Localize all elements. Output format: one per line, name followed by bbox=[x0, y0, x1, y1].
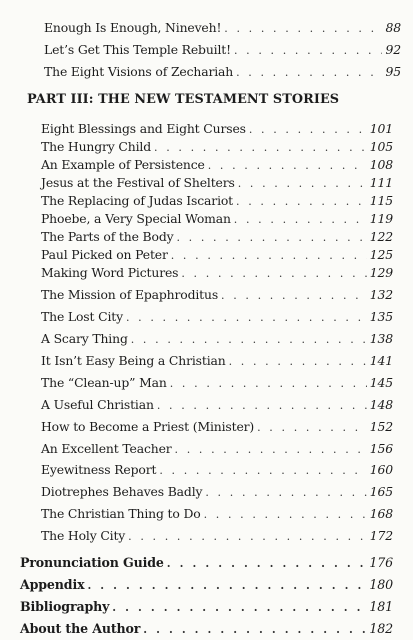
toc-entry bbox=[41, 139, 393, 154]
dot-leader bbox=[87, 579, 366, 592]
dot-leader bbox=[236, 195, 367, 208]
toc-entry-title: Phoebe, a Very Special Woman bbox=[41, 211, 231, 226]
toc-entry-title: The Mission of Epaphroditus bbox=[41, 287, 219, 302]
toc-entry-title: About the Author bbox=[20, 621, 141, 636]
toc-entry-page: 176 bbox=[369, 555, 393, 570]
dot-leader bbox=[154, 141, 367, 154]
toc-entry-title: Jesus at the Festival of Shelters bbox=[41, 175, 235, 190]
dot-leader bbox=[131, 333, 367, 346]
toc-entry-title: The Replacing of Judas Iscariot bbox=[41, 193, 234, 208]
toc-entry-page: 182 bbox=[369, 621, 393, 636]
toc-entry-page: 135 bbox=[369, 309, 393, 324]
dot-leader bbox=[112, 601, 366, 614]
dot-leader bbox=[126, 311, 367, 324]
toc-entry-title: Making Word Pictures bbox=[41, 265, 179, 280]
dot-leader bbox=[167, 557, 367, 570]
toc-entry-page: 172 bbox=[369, 528, 393, 543]
toc-entry-page: 165 bbox=[369, 484, 393, 499]
toc-entry bbox=[41, 353, 393, 368]
toc-entry-page: 129 bbox=[369, 265, 393, 280]
dot-leader bbox=[238, 177, 367, 190]
dot-leader bbox=[234, 213, 367, 226]
dot-leader bbox=[157, 399, 367, 412]
toc-entry-title: An Excellent Teacher bbox=[41, 441, 172, 456]
part-heading: PART III: THE NEW TESTAMENT STORIES bbox=[27, 92, 340, 107]
toc-entry-page: 88 bbox=[385, 20, 401, 35]
toc-entry bbox=[41, 121, 393, 136]
toc-entry bbox=[41, 506, 393, 521]
toc-entry-page: 152 bbox=[369, 419, 393, 434]
dot-leader bbox=[208, 159, 367, 172]
dot-leader bbox=[205, 486, 366, 499]
toc-section-entry bbox=[20, 577, 393, 592]
dot-leader bbox=[229, 355, 367, 368]
dot-leader bbox=[175, 443, 367, 456]
toc-entry bbox=[41, 484, 393, 499]
dot-leader bbox=[143, 623, 366, 636]
toc-section-entry bbox=[20, 599, 393, 614]
toc-entry-title: Enough Is Enough, Nineveh! bbox=[44, 20, 222, 35]
toc-entry-title: The Christian Thing to Do bbox=[41, 506, 201, 521]
dot-leader bbox=[176, 231, 366, 244]
toc-entry-page: 156 bbox=[369, 441, 393, 456]
dot-leader bbox=[159, 464, 366, 477]
toc-entry-page: 132 bbox=[369, 287, 393, 302]
toc-entry-title: The Holy City bbox=[41, 528, 126, 543]
dot-leader bbox=[236, 66, 382, 79]
toc-entry-page: 138 bbox=[369, 331, 393, 346]
dot-leader bbox=[224, 22, 382, 35]
toc-entry bbox=[44, 64, 401, 79]
toc-entry-title: A Scary Thing bbox=[41, 331, 128, 346]
toc-entry-title: Let’s Get This Temple Rebuilt! bbox=[44, 42, 231, 57]
toc-entry-title: The Eight Visions of Zechariah bbox=[44, 64, 234, 79]
toc-entry-page: 145 bbox=[369, 375, 393, 390]
toc-entry-title: How to Become a Priest (Minister) bbox=[41, 419, 255, 434]
toc-entry bbox=[41, 419, 393, 434]
toc-entry-page: 101 bbox=[369, 121, 393, 136]
toc-entry-title: Appendix bbox=[20, 577, 85, 592]
toc-entry-page: 160 bbox=[369, 462, 393, 477]
toc-entry bbox=[41, 309, 393, 324]
toc-entry-title: Bibliography bbox=[20, 599, 110, 614]
toc-entry-page: 148 bbox=[369, 397, 393, 412]
toc-entry bbox=[41, 229, 393, 244]
toc-entry bbox=[41, 462, 393, 477]
toc-entry bbox=[41, 193, 393, 208]
dot-leader bbox=[204, 508, 367, 521]
toc-entry-title: The Parts of the Body bbox=[41, 229, 174, 244]
toc-entry-page: 180 bbox=[369, 577, 393, 592]
dot-leader bbox=[171, 249, 367, 262]
dot-leader bbox=[170, 377, 367, 390]
toc-entry bbox=[41, 331, 393, 346]
toc-entry bbox=[41, 211, 393, 226]
toc-entry-title: Eyewitness Report bbox=[41, 462, 157, 477]
toc-entry-title: The “Clean-up” Man bbox=[41, 375, 167, 390]
toc-entry-page: 168 bbox=[369, 506, 393, 521]
toc-entry-page: 125 bbox=[369, 247, 393, 262]
dot-leader bbox=[221, 289, 367, 302]
dot-leader bbox=[181, 267, 366, 280]
dot-leader bbox=[249, 123, 367, 136]
toc-entry-page: 115 bbox=[369, 193, 393, 208]
toc-entry-title: It Isn’t Easy Being a Christian bbox=[41, 353, 226, 368]
toc-entry bbox=[41, 247, 393, 262]
dot-leader bbox=[128, 530, 367, 543]
toc-entry-title: The Hungry Child bbox=[41, 139, 151, 154]
toc-entry-title: A Useful Christian bbox=[41, 397, 154, 412]
dot-leader bbox=[234, 44, 382, 57]
toc-entry-page: 105 bbox=[369, 139, 393, 154]
toc-entry-page: 181 bbox=[369, 599, 393, 614]
toc-entry-page: 111 bbox=[369, 175, 393, 190]
toc-entry-page: 95 bbox=[385, 64, 401, 79]
toc-section-entry bbox=[20, 555, 393, 570]
toc-entry-page: 92 bbox=[385, 42, 401, 57]
toc-entry bbox=[41, 441, 393, 456]
toc-entry bbox=[41, 157, 393, 172]
toc-entry-page: 122 bbox=[369, 229, 393, 244]
toc-entry bbox=[44, 42, 401, 57]
toc-entry bbox=[41, 175, 393, 190]
toc-entry bbox=[41, 375, 393, 390]
toc-entry bbox=[44, 20, 401, 35]
toc-entry-title: An Example of Persistence bbox=[41, 157, 205, 172]
toc-section-entry bbox=[20, 621, 393, 636]
toc-entry-page: 108 bbox=[369, 157, 393, 172]
toc-entry bbox=[41, 265, 393, 280]
toc-entry bbox=[41, 528, 393, 543]
toc-entry-title: Pronunciation Guide bbox=[20, 555, 164, 570]
dot-leader bbox=[257, 421, 367, 434]
toc-entry-page: 119 bbox=[369, 211, 393, 226]
toc-entry-title: Diotrephes Behaves Badly bbox=[41, 484, 203, 499]
toc-entry-page: 141 bbox=[369, 353, 393, 368]
toc-entry-title: The Lost City bbox=[41, 309, 123, 324]
toc-entry bbox=[41, 397, 393, 412]
toc-entry bbox=[41, 287, 393, 302]
toc-entry-title: Paul Picked on Peter bbox=[41, 247, 168, 262]
toc-entry-title: Eight Blessings and Eight Curses bbox=[41, 121, 246, 136]
